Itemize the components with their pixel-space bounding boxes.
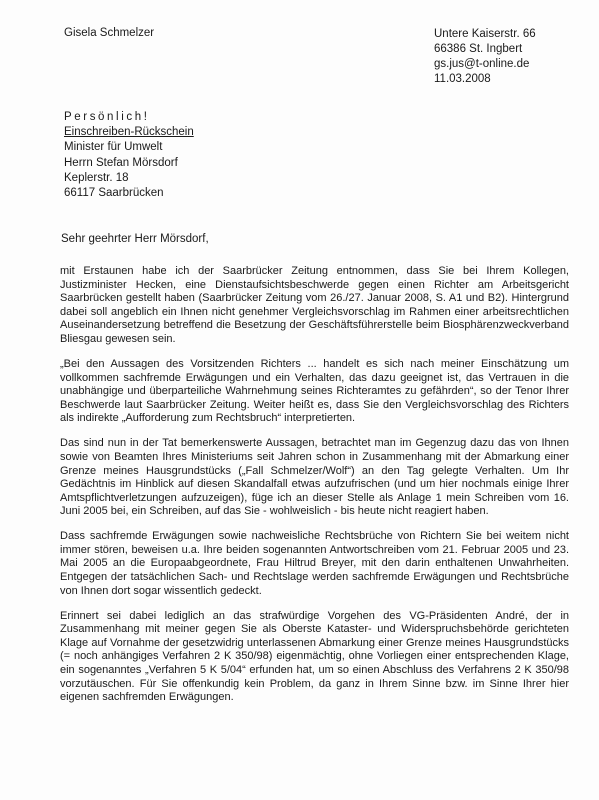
recipient-street: Keplerstr. 18 xyxy=(64,171,129,184)
body-paragraph: „Bei den Aussagen des Vorsitzenden Richters ... handelt es sich nach meiner Einschätzung um vollkommen sachfremde Erwägungen und ein Verhalten, das dazu geeignet ist, das Vertrauen in die unabhängige und überparteiliche Wahrnehmung seines Richteramtes zu gefährden“, so der Tenor Ihrer Beschwerde laut Saarbrücker Zeitung. Weiter heißt es, dass Sie den Vergleichsvorschlag des Richters als indirekte „Aufforderung zum Rechtsbruch“ interpretierten. xyxy=(60,357,569,425)
sender-address xyxy=(434,27,536,87)
sender-street: Untere Kaiserstr. 66 xyxy=(434,28,536,40)
body-paragraph: Dass sachfremde Erwägungen sowie nachweisliche Rechtsbrüche von Richtern Sie bei weitem nicht immer stören, beweisen u.a. Ihre beiden sogenannten Antwortschreiben vom 21. Februar 2005 und 23. Mai 2005 an die Europaabgeordnete, Frau Hiltrud Breyer, mit den darin enthaltenen Unwahrheiten. Entgegen der tatsächlichen Sach- und Rechtslage werden sachfremde Erwägungen und Rechtsbrüche von Ihnen dort sogar wissentlich gedeckt. xyxy=(60,530,569,597)
personal-notice: Persönlich! xyxy=(64,111,150,123)
body-paragraph: mit Erstaunen habe ich der Saarbrücker Zeitung entnommen, dass Sie bei Ihrem Kollegen, Justizminister Hecken, eine Dienstaufsichtsbeschwerde gegen einen Richter am Arbeitsgericht Saarbrücken gestellt haben (Saarbrücker Zeitung vom 26./27. Januar 2008, S. A1 und B2). Hintergrund dabei soll angeblich ein Ihnen nicht genehmer Vergleichsvorschlag im Rahmen einer arbeitsrechtlichen Auseinandersetzung betreffend die Besetzung der Geschäftsführerstelle beim Biosphärenzweckverband Bliesgau gewesen sein. xyxy=(60,265,569,345)
registered-mail-notice: Einschreiben-Rückschein xyxy=(64,126,194,139)
sender-email: gs.jus@t-online.de xyxy=(434,58,530,70)
body-paragraph: Erinnert sei dabei lediglich an das strafwürdige Vorgehen des VG-Präsidenten André, der in Zusammenhang mit meiner gegen Sie als Oberste Kataster- und Widerspruchsbehörde gerichteten Klage auf Vornahme der gesetzwidrig unterlassenen Abmarkung einer Grenze meines Hausgrundstücks (= noch anhängiges Verfahren 2 K 350/98) eigenmächtig, ohne Vorliegen einer entsprechenden Klage, ein sogenanntes „Verfahren 5 K 5/04“ erfunden hat, um so einen Abschluss des Verfahrens 2 K 350/98 vorzutäuschen. Für Sie offenkundig kein Problem, da ganz in Ihrem Sinne bzw. im Sinne Ihrer hier eigenen sachfremden Erwägungen. xyxy=(60,609,569,704)
recipient-title: Minister für Umwelt xyxy=(64,141,163,154)
salutation: Sehr geehrter Herr Mörsdorf, xyxy=(61,233,209,245)
body-paragraph: Das sind nun in der Tat bemerkenswerte Aussagen, betrachtet man im Gegenzug dazu das von Ihnen sowie von Beamten Ihres Ministeriums seit Jahren schon in Zusammenhang mit der Abmarkung einer Grenze meines Hausgrundstücks („Fall Schmelzer/Wolf“) an den Tag gelegte Verhalten. Um Ihr Gedächtnis im Hinblick auf diesen Skandalfall etwas aufzufrischen (und um hier nochmals einige Ihrer Amtspflichtverletzungen aufzuzeigen), füge ich an dieser Stelle als Anlage 1 mein Schreiben vom 16. Juni 2005 bei, ein Schreiben, auf das Sie - wohlweislich - bis heute nicht reagiert haben. xyxy=(60,437,569,518)
recipient-address xyxy=(64,110,194,201)
recipient-city: 66117 Saarbrücken xyxy=(64,187,164,200)
sender-city: 66386 St. Ingbert xyxy=(434,43,523,55)
recipient-name: Herrn Stefan Mörsdorf xyxy=(64,156,178,169)
letter-date: 11.03.2008 xyxy=(434,73,491,85)
letter-body xyxy=(60,265,569,716)
sender-name: Gisela Schmelzer xyxy=(64,27,155,39)
